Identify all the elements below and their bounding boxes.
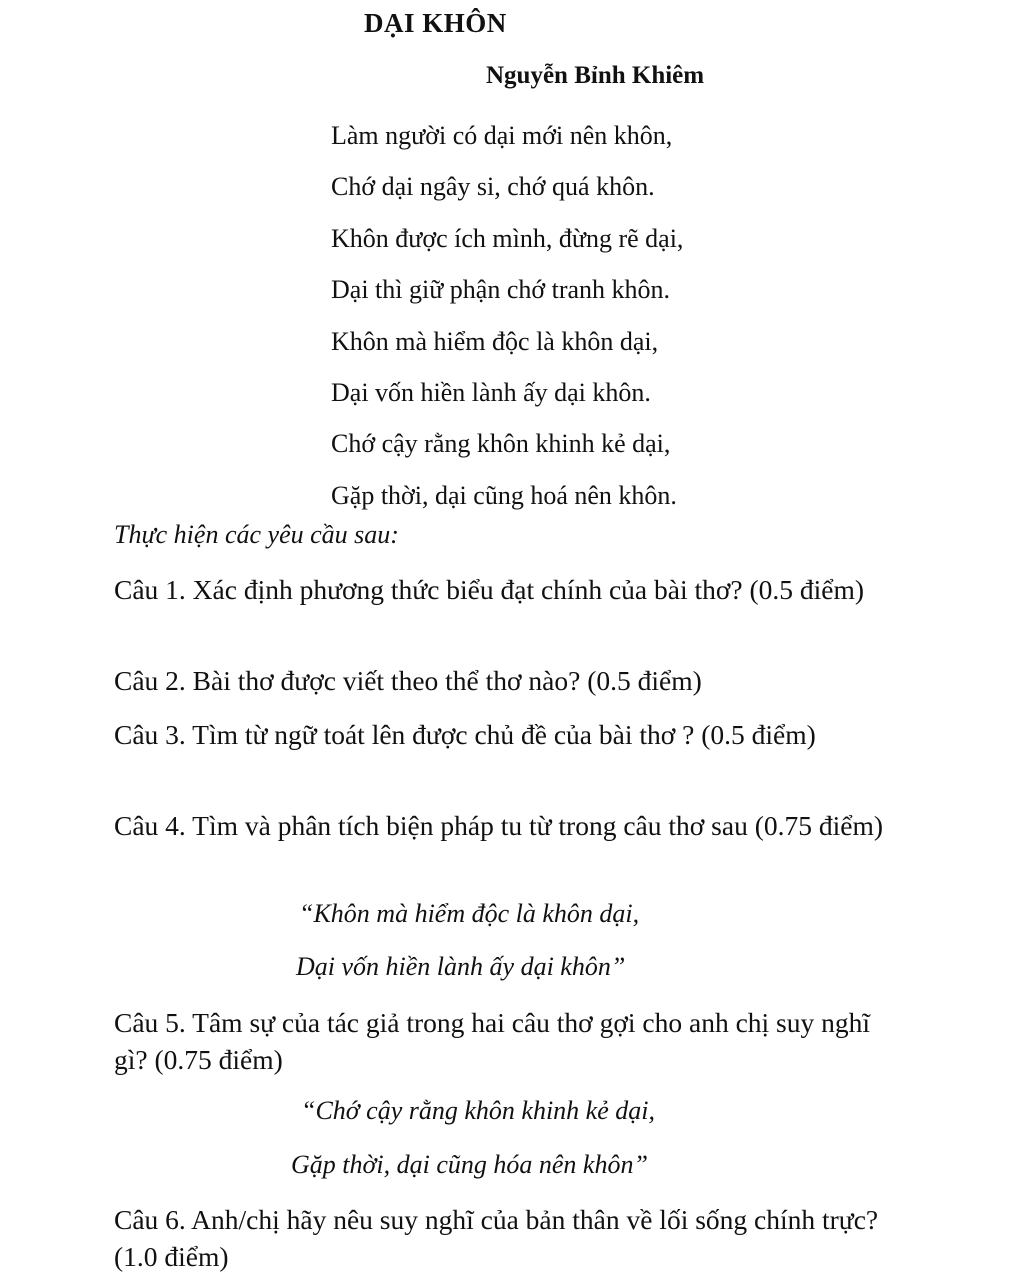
quote-q4-line-2: Dại vốn hiền lành ấy dại khôn”	[296, 952, 626, 981]
poem-line: Gặp thời, dại cũng hoá nên khôn.	[331, 480, 677, 510]
poem-line: Dại vốn hiền lành ấy dại khôn.	[331, 377, 651, 407]
poem-line: Chớ cậy rằng khôn khinh kẻ dại,	[331, 429, 671, 459]
poem-line: Làm người có dại mới nên khôn,	[331, 121, 673, 150]
quote-q5-line-2: Gặp thời, dại cũng hóa nên khôn”	[291, 1150, 648, 1179]
poem-line: Chớ dại ngây si, chớ quá khôn.	[331, 172, 655, 202]
poem-line: Dại thì giữ phận chớ tranh khôn.	[331, 275, 671, 305]
question-3: Câu 3. Tìm từ ngữ toát lên được chủ đề của bài thơ ? (0.5 điểm)	[114, 719, 816, 750]
question-6: Câu 6. Anh/chị hãy nêu suy nghĩ của bản thân về lối sống chính trực? (1.0 điểm)	[114, 1204, 879, 1272]
poem-title: DẠI KHÔN	[364, 8, 507, 38]
question-1: Câu 1. Xác định phương thức biểu đạt chính của bài thơ? (0.5 điểm)	[114, 574, 865, 605]
instruction-text: Thực hiện các yêu cầu sau:	[114, 520, 399, 549]
poem-body	[331, 110, 683, 521]
poem-author: Nguyễn Bỉnh Khiêm	[486, 62, 705, 89]
poem-line: Khôn được ích mình, đừng rẽ dại,	[331, 223, 684, 253]
quote-q5-line-1: “Chớ cậy rằng khôn khinh kẻ dại,	[301, 1096, 655, 1125]
question-5: Câu 5. Tâm sự của tác giả trong hai câu thơ gợi cho anh chị suy nghĩ gì? (0.75 điểm)	[114, 1007, 871, 1075]
poem-line: Khôn mà hiểm độc là khôn dại,	[331, 326, 659, 356]
question-4: Câu 4. Tìm và phân tích biện pháp tu từ trong câu thơ sau (0.75 điểm)	[114, 810, 883, 841]
quote-q4-line-1: “Khôn mà hiểm độc là khôn dại,	[299, 899, 640, 928]
question-2: Câu 2. Bài thơ được viết theo thể thơ nào? (0.5 điểm)	[114, 665, 702, 696]
